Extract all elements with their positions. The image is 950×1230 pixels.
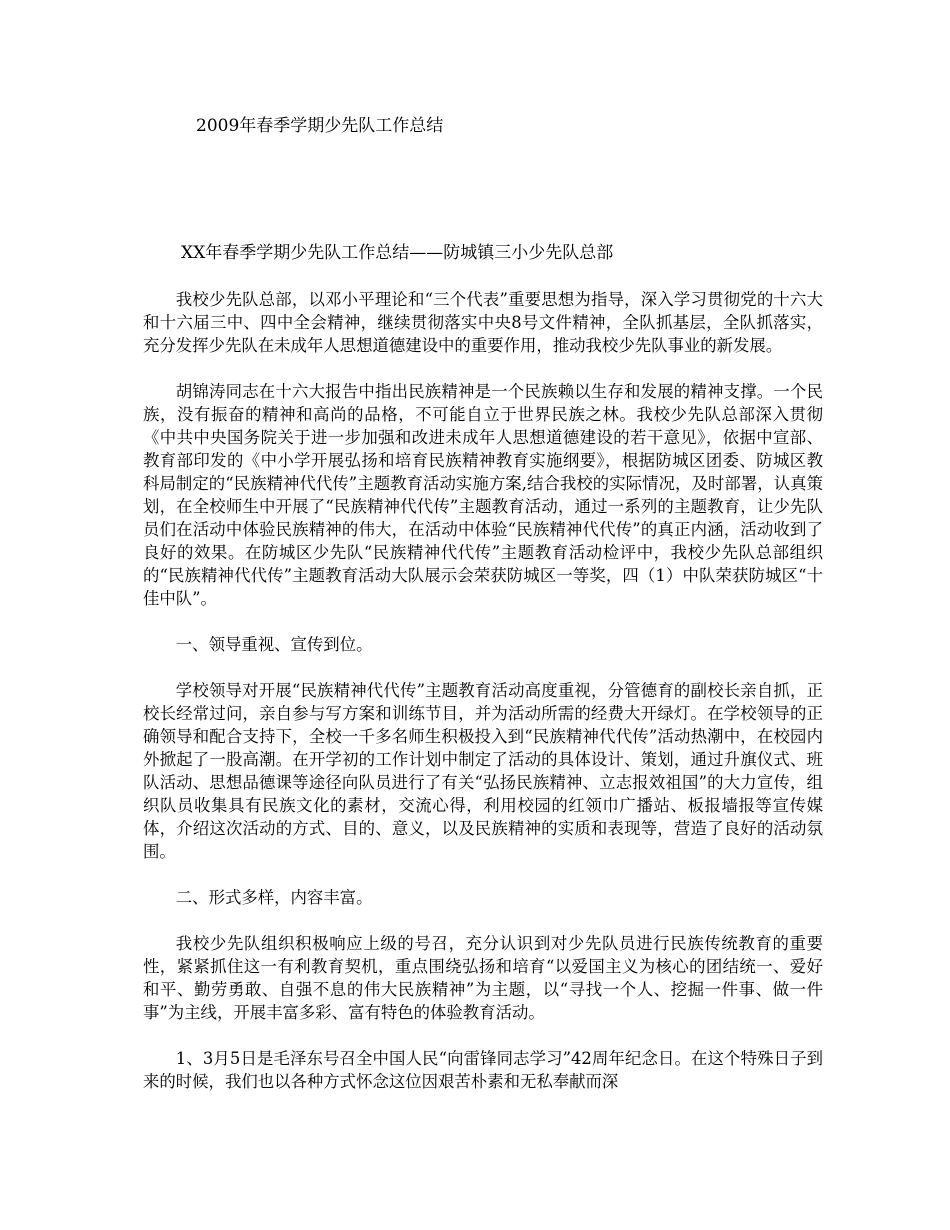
document-subtitle: XX年春季学期少先队工作总结——防城镇三小少先队总部 bbox=[181, 243, 614, 263]
section-heading-leadership: 一、领导重视、宣传到位。 bbox=[175, 635, 373, 654]
section-heading-forms: 二、形式多样，内容丰富。 bbox=[175, 888, 373, 907]
document-body bbox=[143, 288, 823, 1116]
paragraph-leadership: 学校领导对开展“民族精神代代传”主题教育活动高度重视，分管德育的副校长亲自抓，正校长经常过问，亲自参与写方案和训练节目，并为活动所需的经费大开绿灯。在学校领导的正确领导和配合支持下，全校一千多名师生积极投入到“民族精神代代传”活动热潮中，在校园内外掀起了一股高潮。在开学初的工作计划中制定了活动的具体设计、策划，通过升旗仪式、班队活动、思想品德课等途径向队员进行了有关“弘扬民族精神、立志报效祖国”的大力宣传，组织队员收集具有民族文化的素材，交流心得，利用校园的红领巾广播站、板报墙报等宣传媒体，介绍这次活动的方式、目的、意义，以及民族精神的实质和表现等，营造了良好的活动氛围。 bbox=[143, 681, 823, 861]
paragraph-forms: 我校少先队组织积极响应上级的号召，充分认识到对少先队员进行民族传统教育的重要性，紧紧抓住这一有利教育契机，重点围绕弘扬和培育“以爱国主义为核心的团结统一、爱好和平、勤劳勇敢、自强不息的伟大民族精神”为主题，以“寻找一个人、挖掘一件事、做一件事”为主线，开展丰富多彩、富有特色的体验教育活动。 bbox=[143, 934, 823, 1022]
paragraph-national-spirit: 胡锦涛同志在十六大报告中指出民族精神是一个民族赖以生存和发展的精神支撑。一个民族，没有振奋的精神和高尚的品格，不可能自立于世界民族之林。我校少先队总部深入贯彻《中共中央国务院关于进一步加强和改进未成年人思想道德建设的若干意见》，依据中宣部、教育部印发的《中小学开展弘扬和培育民族精神教育实施纲要》，根据防城区团委、防城区教科局制定的“民族精神代代传”主题教育活动实施方案,结合我校的实际情况，及时部署，认真策划，在全校师生中开展了“民族精神代代传”主题教育活动，通过一系列的主题教育，让少先队员们在活动中体验民族精神的伟大，在活动中体验“民族精神代代传”的真正内涵，活动收到了良好的效果。在防城区少先队“民族精神代代传”主题教育活动检评中，我校少先队总部组织的“民族精神代代传”主题教育活动大队展示会荣获防城区一等奖，四（1）中队荣获防城区“十佳中队”。 bbox=[143, 382, 823, 608]
paragraph-leifeng: 1、3月5日是毛泽东号召全中国人民“向雷锋同志学习”42周年纪念日。在这个特殊日子到来的时候，我们也以各种方式怀念这位因艰苦朴素和无私奉献而深 bbox=[143, 1049, 823, 1091]
paragraph-intro: 我校少先队总部，以邓小平理论和“三个代表”重要思想为指导，深入学习贯彻党的十六大和十六届三中、四中全会精神，继续贯彻落实中央8号文件精神，全队抓基层，全队抓落实，充分发挥少先队在未成年人思想道德建设中的重要作用，推动我校少先队事业的新发展。 bbox=[143, 290, 823, 355]
document-title: 2009年春季学期少先队工作总结 bbox=[196, 116, 444, 136]
